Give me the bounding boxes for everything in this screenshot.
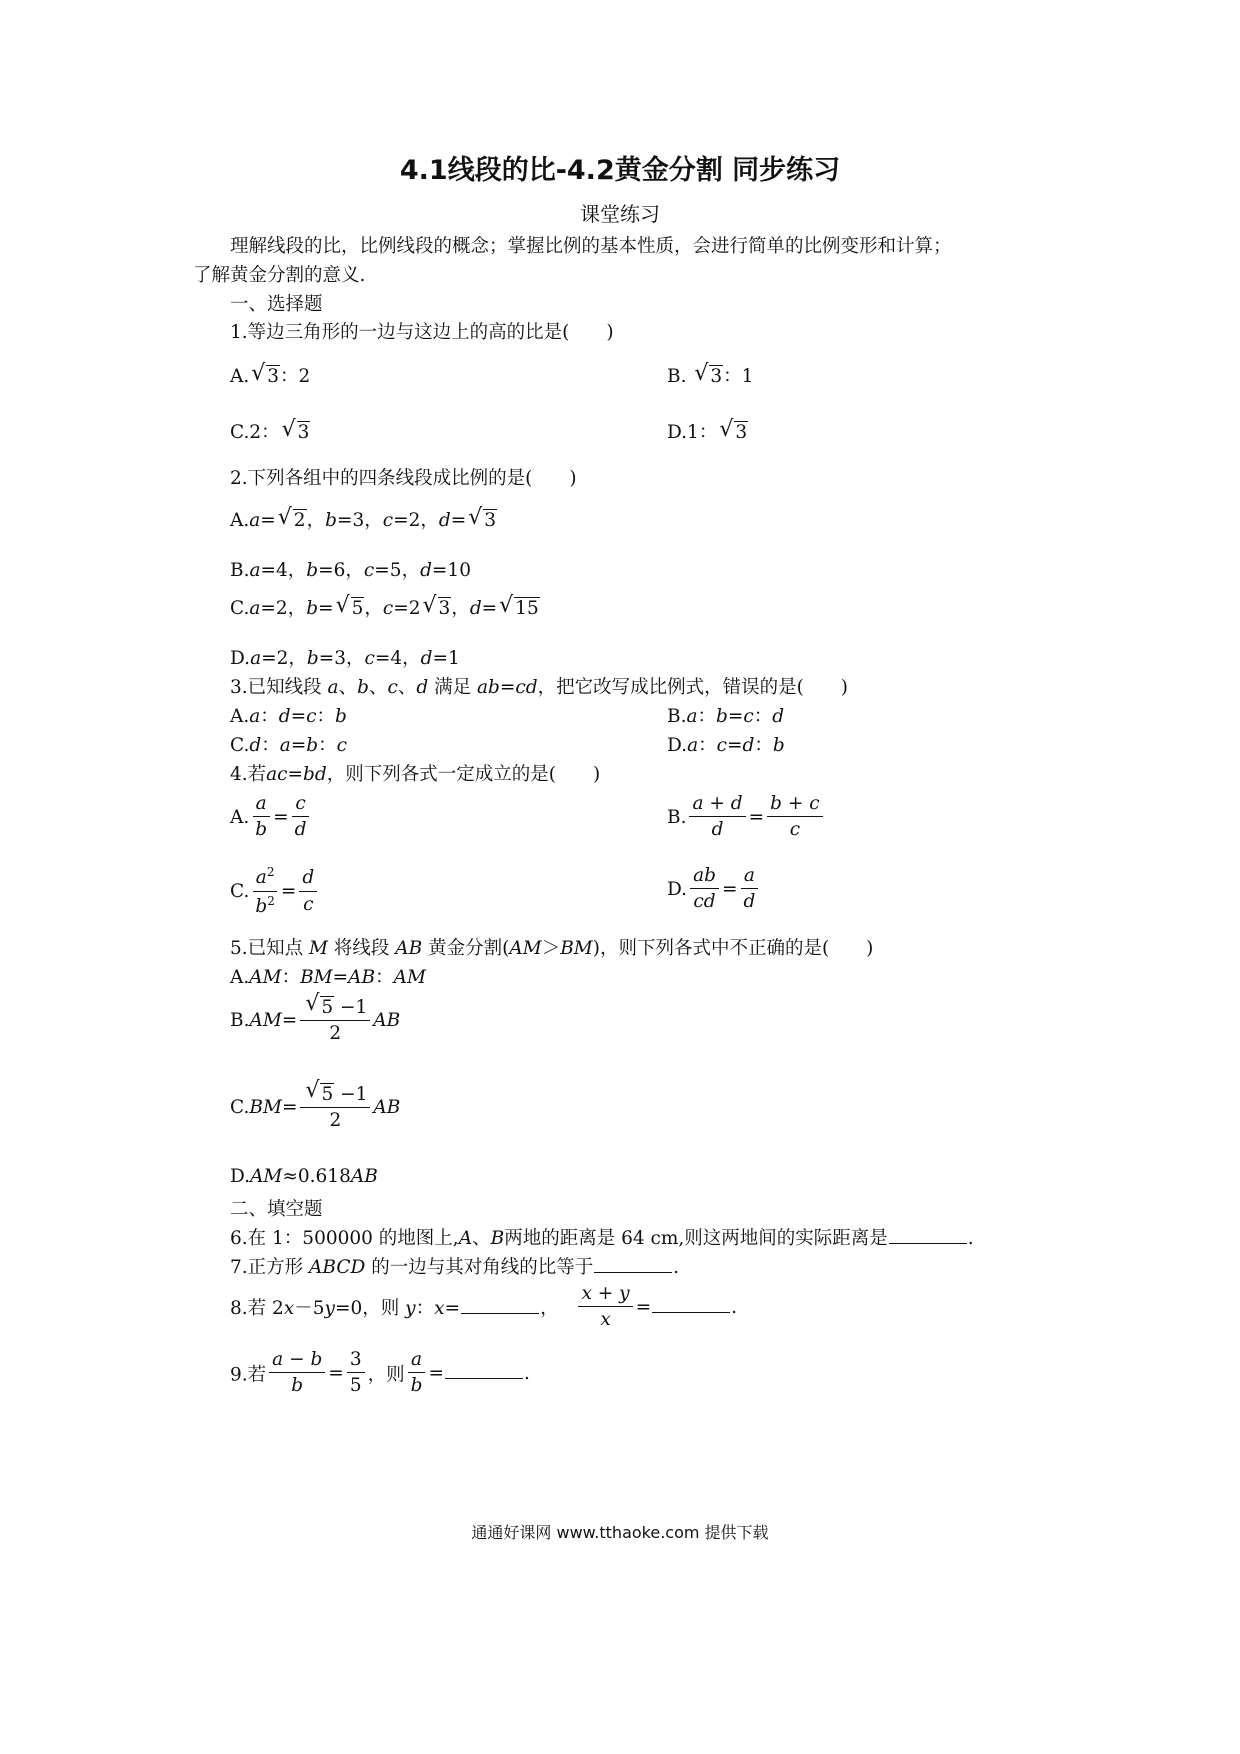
question-3-option-d: D.a：c=d：b [667, 735, 785, 756]
question-8: 8.若 2x－5y=0，则 y：x= ， $\frac{x + y}{x}$ = . [230, 1283, 738, 1331]
question-1-option-c: C.2：√ 3 [230, 418, 310, 444]
page-footer: 通通好课网 www.tthaoke.com 提供下载 [471, 1523, 769, 1542]
intro-line-1: 理解线段的比，比例线段的概念；掌握比例的基本性质，会进行简单的比例变形和计算； [230, 236, 952, 257]
question-4-option-a: A. $\frac{a}{b}$ = $\frac{c}{d}$ [230, 794, 312, 841]
question-4-option-c: C. $\frac{a^2}{b^2}$ = $\frac{d}{c}$ [230, 866, 320, 917]
section-heading-choice: 一、选择题 [230, 294, 323, 315]
answer-blank [889, 1242, 967, 1244]
question-2-option-c: C.a=2，b=√ 5，c=2√ 3，d=√ 15 [230, 594, 540, 620]
question-5-stem: 5.已知点 M 将线段 AB 黄金分割(AM＞BM)，则下列各式中不正确的是( ) [230, 938, 874, 959]
question-5-option-d: D.AM≈0.618AB [230, 1166, 378, 1187]
page-title: 4.1线段的比-4.2黄金分割 同步练习 [399, 155, 841, 186]
intro-line-2: 了解黄金分割的意义. [193, 265, 366, 286]
question-2-stem: 2.下列各组中的四条线段成比例的是( ) [230, 468, 577, 489]
question-3-option-a: A.a：d=c：b [230, 706, 347, 727]
question-1-option-b: B. √ 3：1 [667, 362, 753, 388]
section-heading-fill: 二、填空题 [230, 1199, 323, 1220]
question-1-option-d: D.1：√ 3 [667, 418, 748, 444]
question-2-option-b: B.a=4，b=6，c=5，d=10 [230, 560, 471, 581]
question-2-option-a: A.a=√ 2，b=3，c=2，d=√ 3 [230, 506, 497, 532]
answer-blank [461, 1312, 539, 1314]
page-subtitle: 课堂练习 [580, 202, 660, 226]
question-5-option-a: A.AM：BM=AB：AM [230, 967, 426, 988]
question-3-stem: 3.已知线段 a、b、c、d 满足 ab=cd，把它改写成比例式，错误的是( ) [230, 677, 848, 698]
question-7: 7.正方形 ABCD 的一边与其对角线的比等于 . [230, 1257, 680, 1278]
answer-blank [445, 1377, 523, 1379]
question-3-option-c: C.d：a=b：c [230, 735, 348, 756]
question-3-option-b: B.a：b=c：d [667, 706, 785, 727]
answer-blank [594, 1271, 672, 1273]
question-4-stem: 4.若ac=bd，则下列各式一定成立的是( ) [230, 764, 601, 785]
question-9: 9.若 $\frac{a - b}{b}$ = $\frac{3}{5}$ ，则 $\frac{a}{b}$ = . [230, 1349, 530, 1397]
question-1-stem: 1.等边三角形的一边与这边上的高的比是( ) [230, 322, 614, 343]
question-5-option-c: C.BM= √ $\frac{5 -1}{2}$ AB [230, 1083, 400, 1132]
question-1-option-a: A.√ 3：2 [230, 362, 310, 388]
question-2-option-d: D.a=2，b=3，c=4，d=1 [230, 648, 460, 669]
answer-blank [652, 1311, 730, 1313]
question-4-option-d: D. $\frac{ab}{cd}$ = $\frac{a}{d}$ [667, 866, 761, 913]
question-5-option-b: B.AM= √ $\frac{5 -1}{2}$ AB [230, 996, 400, 1045]
question-6: 6.在 1：500000 的地图上,A、B两地的距离是 64 cm,则这两地间的实际距离是 . [230, 1228, 974, 1249]
question-4-option-b: B. $\frac{a + d}{d}$ = $\frac{b + c}{c}$ [667, 794, 826, 841]
